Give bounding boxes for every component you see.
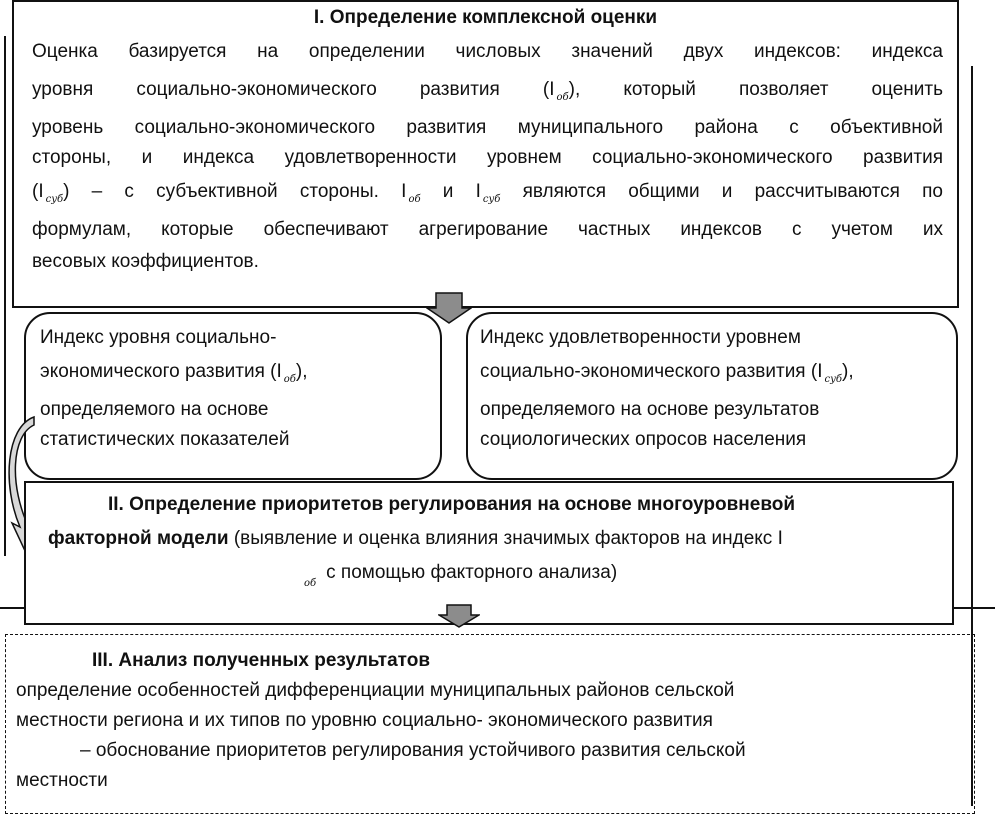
objective-index-line-4: статистических показателей — [40, 429, 290, 450]
section-3-line-3: – обоснование приоритетов регулирования устойчивого развития сельской — [80, 740, 746, 761]
section-1-line-5: (I $_{суб}$) – с субъективной стороны. I $_{об}$ и I $_{суб}$ являются общими и рассчитываются по — [32, 181, 943, 205]
objective-index-line-3: определяемого на основе — [40, 399, 269, 420]
objective-index-line-1: Индекс уровня социально- — [40, 327, 277, 348]
section-1-line-1: Оценка базируется на определении числовых значений двух индексов: индекса — [32, 41, 943, 62]
subjective-index-line-2: социально-экономического развития (I $_{суб}$), — [480, 361, 854, 385]
section-2-line-2: факторной модели (выявление и оценка влияния значимых факторов на индекс I — [48, 528, 783, 549]
section-2-line-1: II. Определение приоритетов регулирования на основе многоуровневой — [108, 494, 796, 515]
section-3-line-4: местности — [16, 770, 108, 791]
section-1-box — [12, 0, 959, 308]
objective-index-line-2: экономического развития (I $_{об}$), — [40, 361, 308, 385]
subjective-index-line-4: социологических опросов населения — [480, 429, 807, 450]
section-3-line-1: определение особенностей дифференциации муниципальных районов сельской — [16, 680, 735, 701]
section-3-title: III. Анализ полученных результатов — [92, 650, 431, 671]
section-1-line-7: весовых коэффициентов. — [32, 251, 259, 272]
subjective-index-line-1: Индекс удовлетворенности уровнем — [480, 327, 801, 348]
section-1-line-4: стороны, и индекса удовлетворенности уровнем социально-экономического развития — [32, 147, 943, 168]
section-2-box — [24, 481, 954, 625]
subjective-index-box — [466, 312, 958, 480]
section-1-line-6: формулам, которые обеспечивают агрегирование частных индексов с учетом их — [32, 219, 943, 240]
section-2-line-3: $_{об}$с помощью факторного анализа) — [304, 562, 618, 589]
section-1-title: I. Определение комплексной оценки — [313, 7, 658, 28]
section-1-line-3: уровень социально-экономического развития муниципального района с объективной — [32, 117, 943, 138]
section-3-box — [5, 634, 975, 814]
objective-index-box — [24, 312, 442, 480]
section-1-line-2: уровня социально-экономического развития (I $_{об}$), который позволяет оценить — [32, 79, 944, 103]
subjective-index-line-3: определяемого на основе результатов — [480, 399, 820, 420]
section-3-line-2: местности региона и их типов по уровню социально- экономического развития — [16, 710, 713, 731]
down-arrow-icon-2 — [438, 604, 480, 628]
